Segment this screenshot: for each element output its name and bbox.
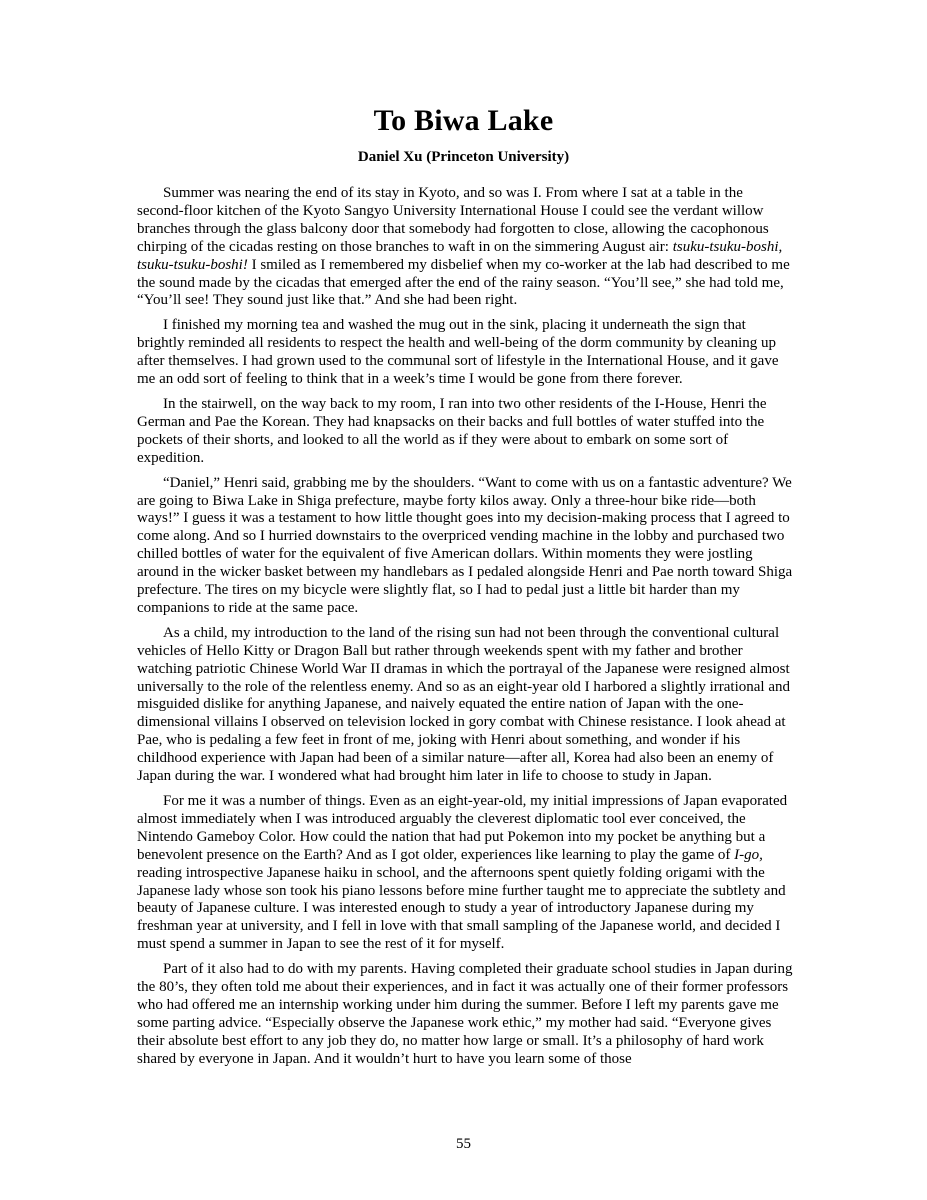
paragraph: As a child, my introduction to the land of the rising sun had not been through the conventional cultural vehicles of Hello Kitty or Dragon Ball but rather through weekends spent with my father and brother watching patriotic Chinese World War II dramas in which the portrayal of the Japanese were resigned almost universally to the role of the relentless enemy. And so as an eight-year old I harbored a slightly irrational and misguided dislike for anything Japanese, and naively equated the entire nation of Japan with the one-dimensional villains I observed on television locked in gory combat with Chinese resistance. I look ahead at Pae, who is pedaling a few feet in front of me, joking with Henri about something, and wonder if his childhood experience with Japan had been of a similar nature—after all, Korea had also been an enemy of Japan during the war. I wondered what had brought him later in life to choose to study in Japan. xyxy=(137,624,790,785)
page-number: 55 xyxy=(456,1136,471,1152)
essay-author: Daniel Xu (Princeton University) xyxy=(357,149,570,165)
paragraph: For me it was a number of things. Even as an eight-year-old, my initial impressions of Japan evaporated almost immediately when I was introduced arguably the cleverest diplomatic tool ever conceived, the Nintendo Gameboy Color. How could the nation that had put Pokemon into my pocket be anything but a benevolent presence on the Earth? And as I got older, experiences like learning to play the game of I-go, reading introspective Japanese haiku in school, and the afternoons spent quietly folding origami with the Japanese lady whose son took his piano lessons before mine further taught me to appreciate the subtlety and beauty of Japanese culture. I was interested enough to study a year of introductory Japanese during my freshman year at university, and I fell in love with that small sampling of the Japanese world, and decided I must spend a summer in Japan to see the rest of it for myself. xyxy=(137,793,788,953)
essay-body xyxy=(137,185,793,1076)
paragraph: “Daniel,” Henri said, grabbing me by the shoulders. “Want to come with us on a fantastic adventure? We are going to Biwa Lake in Shiga prefecture, maybe forty kilos away. Only a three-hour bike ride—both ways!” I guess it was a testament to how little thought goes into my decision-making process that I agreed to come along. And so I hurried downstairs to the overpriced vending machine in the lobby and purchased two chilled bottles of water for the equivalent of five American dollars. Within moments they were jostling around in the wicker basket between my handlebars as I pedaled alongside Henri and Pae north toward Shiga prefecture. The tires on my bicycle were slightly flat, so I had to pedal just a little bit harder than my companions to ride at the same pace. xyxy=(137,474,793,616)
paragraph: Summer was nearing the end of its stay in Kyoto, and so was I. From where I sat at a table in the second-floor kitchen of the Kyoto Sangyo University International House I could see the verdant willow branches through the glass balcony door that somebody had forgotten to close, allowing the cacophonous chirping of the cicadas resting on those branches to waft in on the simmering August air: tsuku-tsuku-boshi, tsuku-tsuku-boshi! I smiled as I remembered my disbelief when my co-worker at the lab had described to me the sound made by the cicadas that emerged after the end of the rainy season. “You’ll see,” she had told me, “You’ll see! They sound just like that.” And she had been right. xyxy=(137,185,790,309)
paragraph: In the stairwell, on the way back to my room, I ran into two other residents of the I-House, Henri the German and Pae the Korean. They had knapsacks on their backs and full bottles of water stuffed into the pockets of their shorts, and looked to all the world as if they were about to embark on some sort of expedition. xyxy=(137,395,767,466)
paragraph: I finished my morning tea and washed the mug out in the sink, placing it underneath the sign that brightly reminded all residents to respect the health and well-being of the dorm community by cleaning up after themselves. I had grown used to the communal sort of lifestyle in the International House, and it gave me an odd sort of feeling to think that in a week’s time I would be gone from there forever. xyxy=(137,317,779,388)
paragraph: Part of it also had to do with my parents. Having completed their graduate school studies in Japan during the 80’s, they often told me about their experiences, and in fact it was actually one of their former professors who had offered me an internship working under him during the summer. Before I left my parents gave me some parting advice. “Especially observe the Japanese work ethic,” my mother had said. “Everyone gives their absolute best effort to any job they do, no matter how large or small. It’s a philosophy of hard work shared by everyone in Japan. And it wouldn’t hurt to have you learn some of those xyxy=(137,961,793,1067)
essay-title: To Biwa Lake xyxy=(373,104,554,137)
